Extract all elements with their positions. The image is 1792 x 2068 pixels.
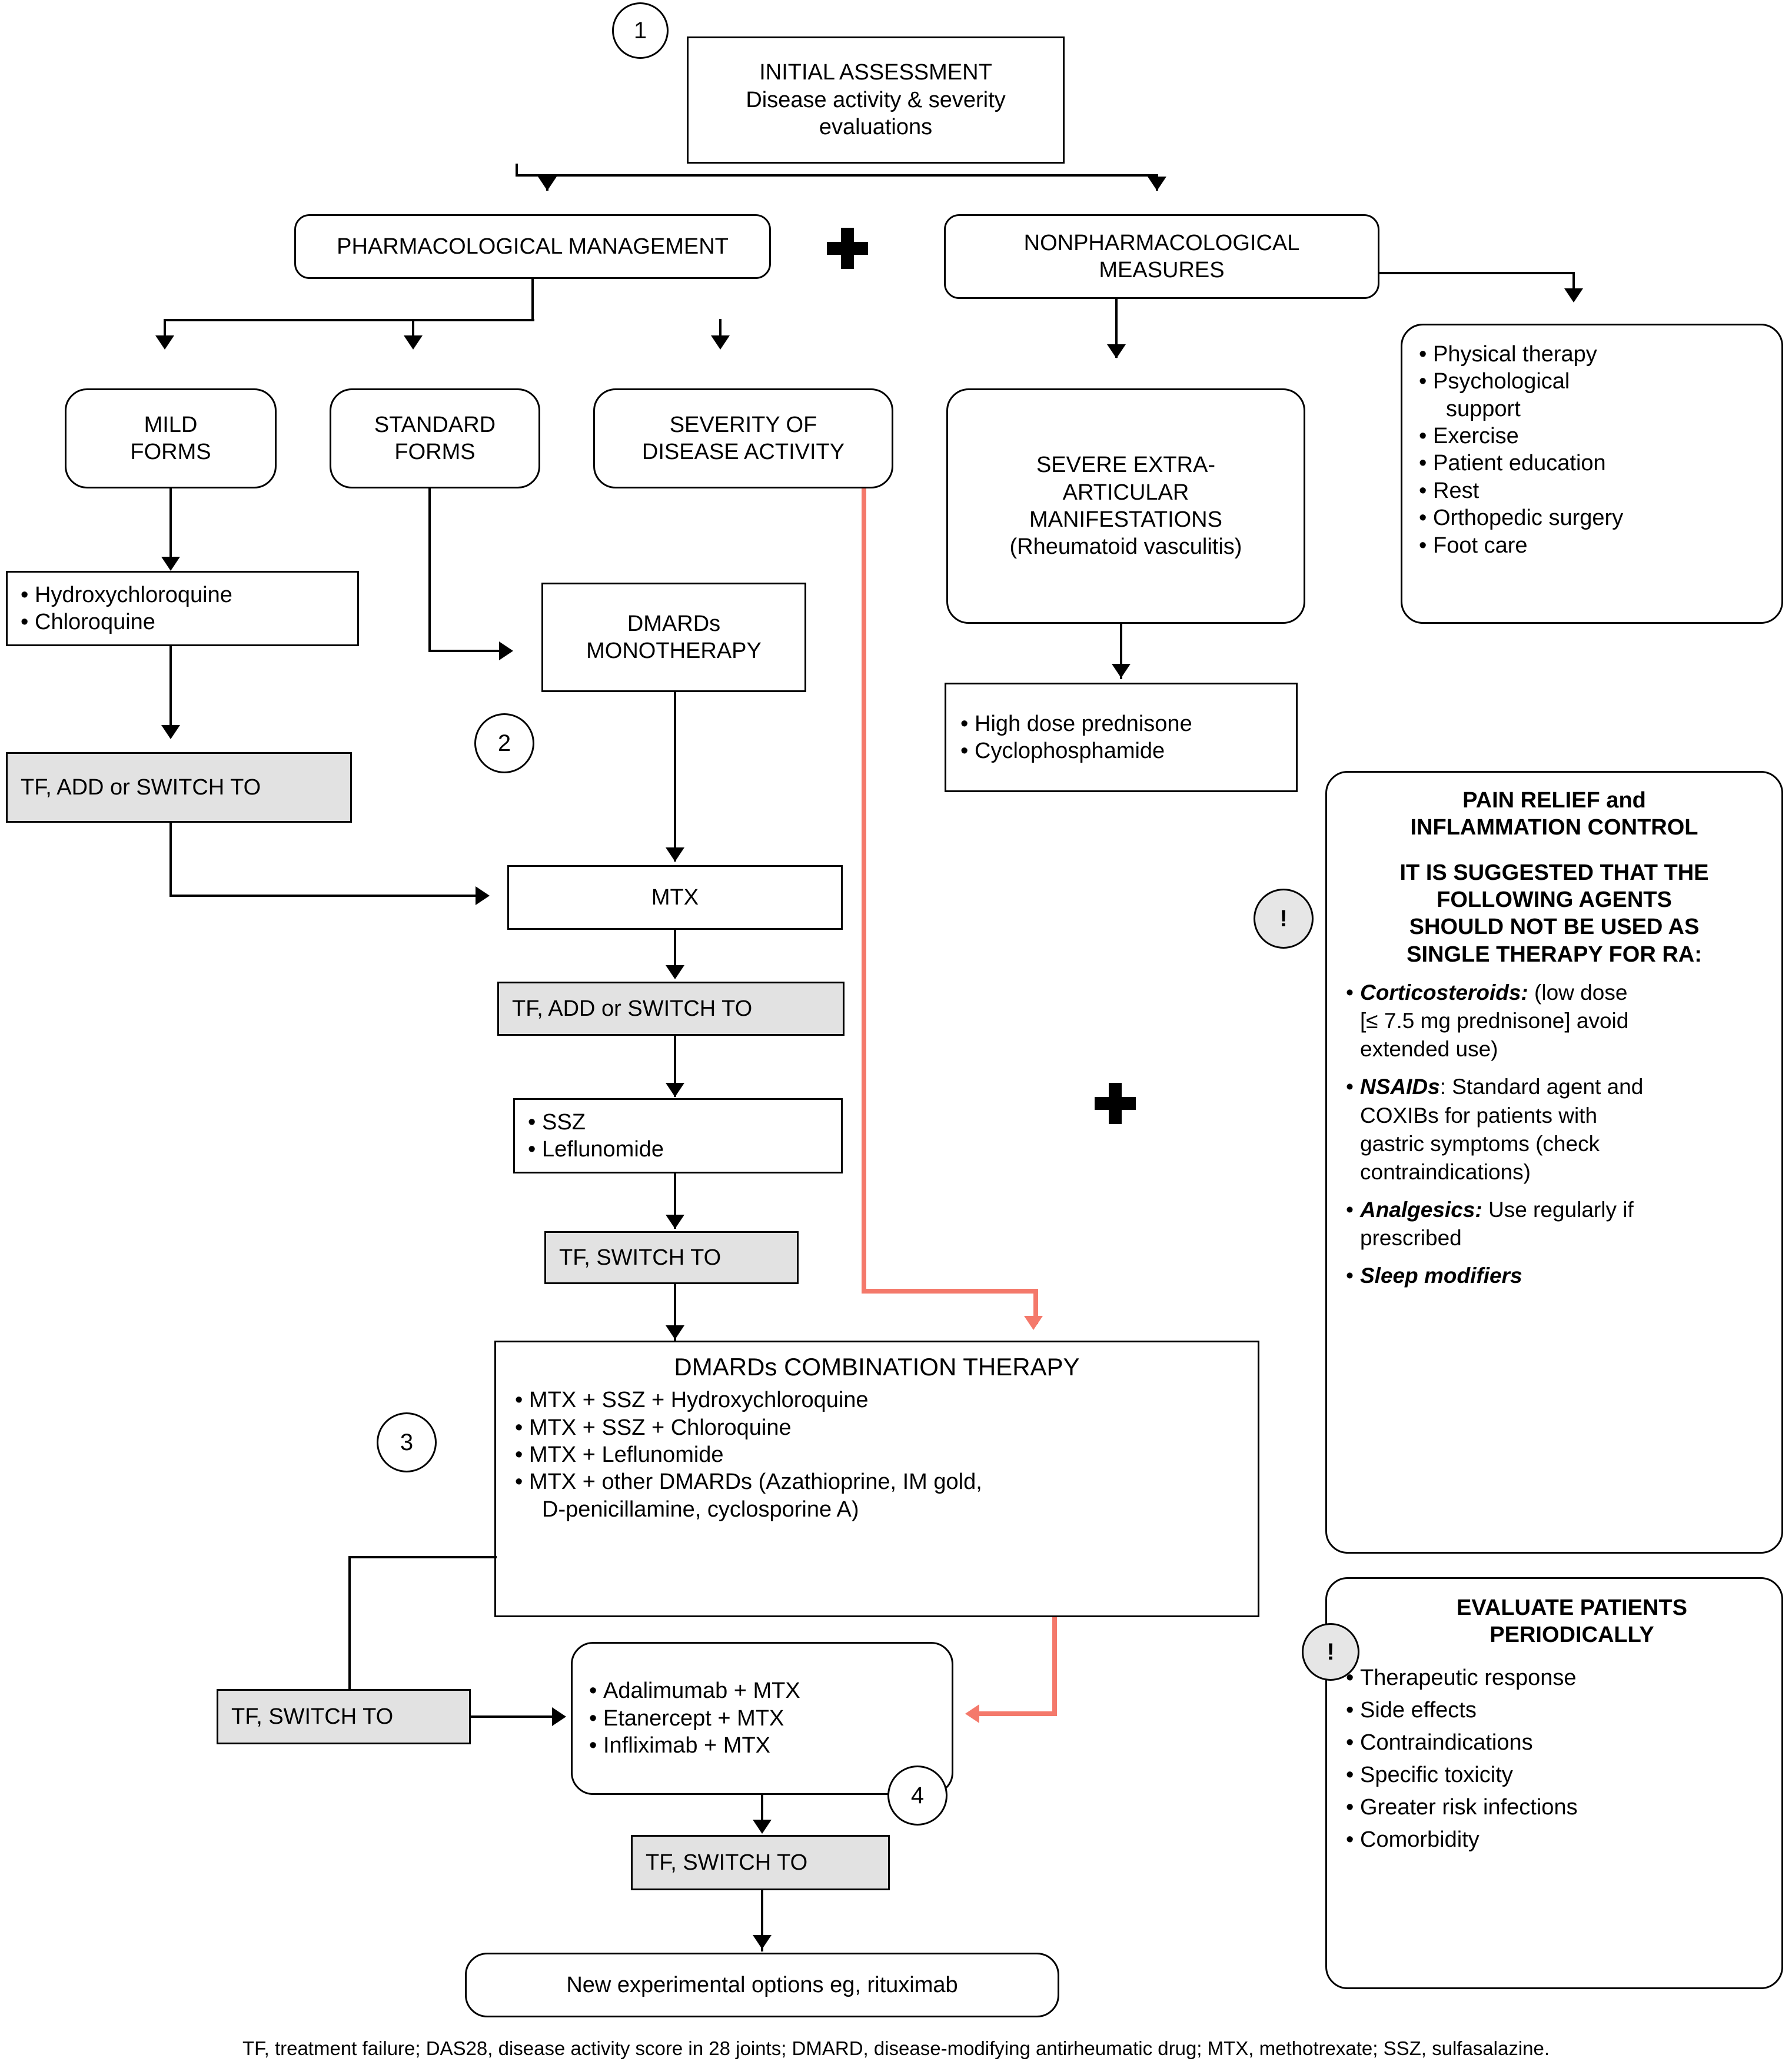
ssz-list — [524, 1109, 832, 1163]
nonpharm-item-cont: support — [1446, 396, 1521, 421]
red-connector-severity-right — [862, 1289, 1038, 1294]
pain-subtitle-4: SINGLE THERAPY FOR RA: — [1407, 942, 1702, 967]
node-tf-switch-2 — [217, 1689, 471, 1744]
connector-combo-left — [348, 1556, 497, 1558]
standard-forms-label-2: FORMS — [394, 440, 476, 464]
pain-title-2: INFLAMMATION CONTROL — [1410, 815, 1698, 840]
evaluate-item: • Contraindications — [1342, 1727, 1766, 1759]
mtx-label: MTX — [651, 885, 699, 910]
evaluate-item: • Comorbidity — [1342, 1824, 1766, 1856]
panel-pain-relief — [1325, 771, 1783, 1554]
node-tf-add-switch-1 — [6, 752, 352, 823]
ssz-item: • SSZ — [524, 1109, 832, 1136]
warning-badge-evaluate — [1302, 1623, 1359, 1681]
connector-nonpharm-right — [1379, 272, 1575, 274]
arrow-standard-to-dmards-mono — [499, 641, 513, 660]
mild-drugs-list — [17, 581, 348, 636]
pain-item-lead: Analgesics: — [1360, 1197, 1482, 1222]
evaluate-item: • Therapeutic response — [1342, 1662, 1766, 1694]
evaluate-title-2: PERIODICALLY — [1490, 1623, 1654, 1648]
warning-badge-pain — [1254, 889, 1314, 949]
evaluate-item: • Greater risk infections — [1342, 1791, 1766, 1824]
pain-item — [1342, 1073, 1766, 1186]
arrow-tf2-to-ssz — [666, 1083, 684, 1097]
node-tf-add-switch-2 — [497, 982, 845, 1036]
arrow-mtx-to-tf2 — [666, 965, 684, 979]
nonpharm-item: • Foot care — [1415, 532, 1768, 559]
arrow-tf4-to-experimental — [753, 1935, 772, 1949]
arrow-tfswitch2-to-biologics — [552, 1707, 566, 1726]
connector-standard-right — [428, 650, 505, 652]
node-severity-disease-activity — [593, 388, 893, 488]
footnote: TF, treatment failure; DAS28, disease activity score in 28 joints; DMARD, disease-modifying antirheumatic drug; MTX, methotrexate; SSZ, sulfasalazine. — [242, 2037, 1550, 2059]
step-badge-4-label: 4 — [910, 1782, 925, 1808]
node-experimental-options — [465, 1953, 1059, 2017]
combo-item-cont: D-penicillamine, cyclosporine A) — [542, 1497, 859, 1522]
arrow-to-severity — [711, 335, 730, 350]
arrow-severeextra-to-drugs — [1112, 664, 1131, 678]
node-mild-forms — [65, 388, 277, 488]
connector-standard-down — [428, 488, 431, 652]
connector-tf1-down — [169, 823, 172, 897]
node-initial-assessment — [687, 36, 1065, 164]
step-badge-4 — [887, 1766, 947, 1826]
pain-item — [1342, 979, 1766, 1063]
connector-dmardsmono-down — [674, 692, 676, 862]
node-tf-switch-1 — [544, 1231, 799, 1284]
node-dmards-monotherapy — [541, 583, 806, 692]
pain-item-lead: NSAIDs — [1360, 1075, 1440, 1099]
initial-assessment-line3: evaluations — [819, 115, 933, 140]
red-connector-combo-down — [1052, 1617, 1057, 1716]
red-connector-combo-left — [977, 1711, 1057, 1716]
pain-item — [1342, 1196, 1766, 1252]
node-mtx — [507, 865, 843, 930]
nonpharm-item: • Orthopedic surgery — [1415, 504, 1768, 531]
connector-milddrugs-down — [169, 646, 172, 736]
combo-item: • MTX + other DMARDs (Azathioprine, IM gold, — [511, 1468, 1242, 1495]
arrow-to-nonpharm-list — [1564, 288, 1583, 302]
step-badge-3 — [377, 1412, 437, 1472]
severity-label-2: DISEASE ACTIVITY — [641, 440, 845, 464]
biologic-item: • Adalimumab + MTX — [586, 1677, 939, 1704]
node-biologics — [571, 1642, 953, 1795]
step-badge-2 — [474, 713, 534, 773]
tf-switch-2-label: TF, SWITCH TO — [231, 1704, 394, 1729]
node-mild-drugs — [6, 571, 359, 646]
dmards-mono-label-1: DMARDs — [627, 611, 721, 636]
severe-drug-item: • Cyclophosphamide — [957, 737, 1285, 764]
combo-item: • MTX + SSZ + Chloroquine — [511, 1414, 1242, 1441]
arrow-ssz-to-tf3 — [666, 1215, 684, 1229]
combo-list — [511, 1387, 1242, 1523]
pain-title-1: PAIN RELIEF and — [1462, 788, 1646, 813]
arrow-to-tf1 — [161, 725, 180, 739]
arrow-to-mild — [155, 335, 174, 350]
experimental-label: New experimental options eg, rituximab — [566, 1972, 958, 1997]
pain-item-more: COXIBs for patients with — [1360, 1103, 1598, 1128]
node-tf-switch-3 — [631, 1835, 890, 1890]
severe-extra-label-4: (Rheumatoid vasculitis) — [1009, 534, 1242, 560]
arrow-biologics-to-tf4 — [753, 1820, 772, 1834]
biologic-item: • Infliximab + MTX — [586, 1732, 939, 1759]
severe-drug-item: • High dose prednisone — [957, 710, 1285, 737]
arrow-to-nonpharm — [1148, 177, 1166, 191]
arrow-tf1-to-mtx — [476, 886, 490, 905]
arrow-to-pharm — [538, 177, 557, 191]
node-nonpharmacological-list — [1401, 324, 1783, 624]
ssz-item: • Leflunomide — [524, 1136, 832, 1163]
pharm-label: PHARMACOLOGICAL MANAGEMENT — [337, 234, 729, 259]
nonpharm-item: • Psychological — [1415, 368, 1768, 395]
warning-badge-evaluate-label: ! — [1326, 1638, 1335, 1665]
nonpharm-list — [1415, 341, 1768, 559]
initial-assessment-title: INITIAL ASSESSMENT — [759, 60, 992, 85]
evaluate-items-list — [1342, 1662, 1766, 1857]
nonpharm-item: • Physical therapy — [1415, 341, 1768, 368]
mild-forms-label-2: FORMS — [130, 440, 211, 464]
tf-add-switch-2-label: TF, ADD or SWITCH TO — [512, 996, 753, 1021]
pain-item — [1342, 1262, 1766, 1290]
severe-extra-label-1: SEVERE EXTRA- — [1036, 453, 1216, 478]
red-arrow-to-combo — [1024, 1316, 1043, 1330]
pain-item-lead: Sleep modifiers — [1360, 1264, 1522, 1288]
connector-pharm-bus — [164, 319, 534, 321]
nonpharm-label-1: NONPHARMACOLOGICAL — [1023, 230, 1300, 255]
arrow-to-mild-drugs — [161, 557, 180, 571]
panel-evaluate-patients — [1325, 1577, 1783, 1989]
pain-item-more: contraindications) — [1360, 1159, 1531, 1184]
step-badge-1 — [612, 2, 669, 59]
arrow-to-standard — [404, 335, 423, 350]
step-badge-1-label: 1 — [633, 17, 647, 44]
pain-item-lead: Corticosteroids: — [1360, 980, 1528, 1005]
pain-item-more: gastric symptoms (check — [1360, 1131, 1600, 1156]
combo-item: • MTX + SSZ + Hydroxychloroquine — [511, 1387, 1242, 1414]
mild-drug-item: • Chloroquine — [17, 609, 348, 636]
node-severe-drugs — [945, 683, 1298, 792]
node-standard-forms — [330, 388, 540, 488]
step-badge-2-label: 2 — [497, 730, 511, 756]
plus-icon-2 — [1095, 1082, 1136, 1125]
severe-extra-label-3: MANIFESTATIONS — [1029, 507, 1222, 532]
pain-item-more: [≤ 7.5 mg prednisone] avoid — [1360, 1009, 1629, 1033]
node-nonpharmacological-measures — [944, 214, 1379, 299]
mild-forms-label-1: MILD — [144, 412, 198, 437]
biologic-item: • Etanercept + MTX — [586, 1705, 939, 1732]
pain-item-rest: (low dose — [1528, 980, 1628, 1005]
nonpharm-item: • Exercise — [1415, 423, 1768, 450]
pain-item-rest: : Standard agent and — [1439, 1075, 1644, 1099]
connector-tf1-right — [169, 895, 481, 897]
pain-item-more: prescribed — [1360, 1225, 1462, 1250]
pain-subtitle-2: FOLLOWING AGENTS — [1437, 887, 1672, 913]
red-connector-severity-down — [862, 488, 866, 1294]
pain-subtitle-3: SHOULD NOT BE USED AS — [1409, 915, 1700, 940]
connector-tfswitch2-right — [471, 1715, 558, 1718]
tf-add-switch-1-label: TF, ADD or SWITCH TO — [21, 774, 261, 800]
combo-title: DMARDs COMBINATION THERAPY — [674, 1353, 1080, 1381]
initial-assessment-line2: Disease activity & severity — [746, 87, 1006, 112]
step-badge-3-label: 3 — [400, 1429, 414, 1455]
arrow-tf3-to-combo — [666, 1325, 684, 1339]
dmards-mono-label-2: MONOTHERAPY — [586, 639, 762, 663]
red-arrow-to-biologics — [965, 1704, 979, 1723]
node-pharmacological-management — [294, 214, 771, 279]
nonpharm-item: • Rest — [1415, 477, 1768, 504]
evaluate-title-1: EVALUATE PATIENTS — [1457, 1595, 1687, 1620]
pain-subtitle-1: IT IS SUGGESTED THAT THE — [1399, 860, 1709, 885]
tf-switch-1-label: TF, SWITCH TO — [559, 1245, 722, 1270]
node-ssz-leflunomide — [513, 1098, 843, 1173]
connector-ia-split — [516, 174, 1158, 177]
severe-drugs-list — [957, 710, 1285, 765]
biologics-list — [586, 1677, 939, 1759]
node-severe-extra-articular — [946, 388, 1305, 624]
arrow-dmardsmono-to-mtx — [666, 847, 684, 862]
standard-forms-label-1: STANDARD — [374, 412, 496, 437]
severe-extra-label-2: ARTICULAR — [1062, 480, 1189, 505]
evaluate-item: • Specific toxicity — [1342, 1759, 1766, 1791]
pain-items-list — [1342, 979, 1766, 1290]
plus-icon-1 — [827, 227, 868, 270]
mild-drug-item: • Hydroxychloroquine — [17, 581, 348, 609]
evaluate-item: • Side effects — [1342, 1694, 1766, 1727]
combo-item: • MTX + Leflunomide — [511, 1441, 1242, 1468]
arrow-to-severe-extra — [1107, 344, 1126, 358]
node-dmards-combination-therapy — [494, 1341, 1259, 1617]
pain-item-rest: Use regularly if — [1482, 1197, 1634, 1222]
connector-pharm-down — [531, 279, 534, 321]
nonpharm-label-2: MEASURES — [1099, 258, 1225, 282]
severity-label-1: SEVERITY OF — [669, 412, 817, 437]
warning-badge-pain-label: ! — [1279, 905, 1288, 932]
nonpharm-item: • Patient education — [1415, 450, 1768, 477]
tf-switch-3-label: TF, SWITCH TO — [646, 1850, 808, 1875]
pain-item-more: extended use) — [1360, 1037, 1498, 1062]
